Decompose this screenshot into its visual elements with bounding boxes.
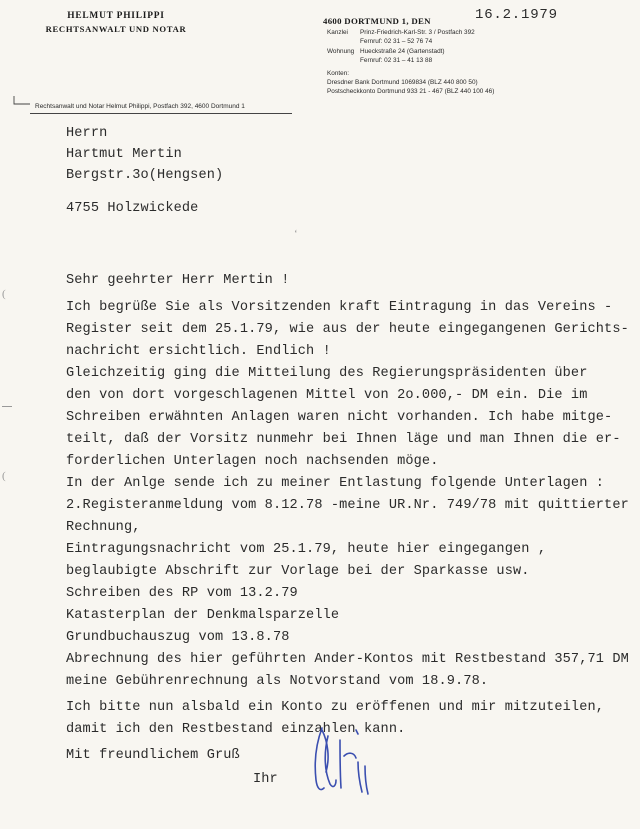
body-line: Rechnung, <box>66 520 141 535</box>
sender-return-address: Rechtsanwalt und Notar Helmut Philippi, Postfach 392, 4600 Dortmund 1 <box>35 103 245 110</box>
recipient-street: Bergstr.3o(Hengsen) <box>66 168 224 183</box>
punch-mark-1: ( <box>2 288 6 300</box>
kanzlei-phone: Fernruf: 02 31 – 52 76 74 <box>360 38 433 45</box>
body-line: Abrechnung des hier geführten Ander-Kontos mit Restbestand 357,71 DM <box>66 652 629 667</box>
body-line: Schreiben erwähnten Anlagen waren nicht vorhanden. Ich habe mitge- <box>66 410 613 425</box>
wohnung-address: Hueckstraße 24 (Gartenstadt) <box>360 48 445 55</box>
body-line: In der Anlge sende ich zu meiner Entlastung folgende Unterlagen : <box>66 476 605 491</box>
fold-mark: ‘ <box>294 228 298 240</box>
letterhead-city: 4600 DORTMUND 1, DEN <box>323 16 431 26</box>
closing-line: damit ich den Restbestand einzahlen kann. <box>66 722 406 737</box>
bank-account-1: Dresdner Bank Dortmund 1069834 (BLZ 440 800 50) <box>327 79 478 86</box>
kanzlei-label: Kanzlei <box>327 29 348 36</box>
wohnung-label: Wohnung <box>327 48 355 55</box>
body-line: teilt, daß der Vorsitz nunmehr bei Ihnen läge und man Ihnen die er- <box>66 432 621 447</box>
punch-mark-3: ( <box>2 470 6 482</box>
letterhead-title: RECHTSANWALT UND NOTAR <box>45 24 187 34</box>
body-line: Ich begrüße Sie als Vorsitzenden kraft Eintragung in das Vereins - <box>66 300 613 315</box>
konten-label: Konten: <box>327 70 350 77</box>
body-line: Grundbuchauszug vom 13.8.78 <box>66 630 290 645</box>
greeting: Sehr geehrter Herr Mertin ! <box>66 273 290 288</box>
body-line: forderlichen Unterlagen noch nachsenden möge. <box>66 454 439 469</box>
body-line: Katasterplan der Denkmalsparzelle <box>66 608 340 623</box>
body-line: nachricht ersichtlich. Endlich ! <box>66 344 331 359</box>
letter-date: 16.2.1979 <box>475 7 558 23</box>
recipient-city: 4755 Holzwickede <box>66 201 199 216</box>
wohnung-phone: Fernruf: 02 31 – 41 13 88 <box>360 57 433 64</box>
regards: Mit freundlichem Gruß <box>66 748 240 763</box>
sender-underline <box>30 113 292 114</box>
window-corner-mark <box>13 95 31 105</box>
body-line: 2.Registeranmeldung vom 8.12.78 -meine UR.Nr. 749/78 mit quittierter <box>66 498 629 513</box>
signature <box>300 722 380 800</box>
kanzlei-address: Prinz-Friedrich-Karl-Str. 3 / Postfach 392 <box>360 29 475 36</box>
body-line: meine Gebührenrechnung als Notvorstand vom 18.9.78. <box>66 674 489 689</box>
punch-mark-2 <box>2 406 12 409</box>
ihr-label: Ihr <box>253 772 278 787</box>
body-line: beglaubigte Abschrift zur Vorlage bei der Sparkasse usw. <box>66 564 530 579</box>
closing-line: Ich bitte nun alsbald ein Konto zu eröffenen und mir mitzuteilen, <box>66 700 605 715</box>
body-line: den von dort vorgeschlagenen Mittel von 2o.000,- DM ein. Die im <box>66 388 588 403</box>
body-line: Schreiben des RP vom 13.2.79 <box>66 586 298 601</box>
body-line: Register seit dem 25.1.79, wie aus der heute eingegangenen Gerichts- <box>66 322 629 337</box>
letterhead-name: HELMUT PHILIPPI <box>67 11 165 21</box>
body-line: Eintragungsnachricht vom 25.1.79, heute hier eingegangen , <box>66 542 547 557</box>
body-line: Gleichzeitig ging die Mitteilung des Regierungspräsidenten über <box>66 366 588 381</box>
recipient-salutation: Herrn <box>66 126 108 141</box>
recipient-name: Hartmut Mertin <box>66 147 182 162</box>
bank-account-2: Postscheckkonto Dortmund 933 21 - 467 (BLZ 440 100 46) <box>327 88 495 95</box>
